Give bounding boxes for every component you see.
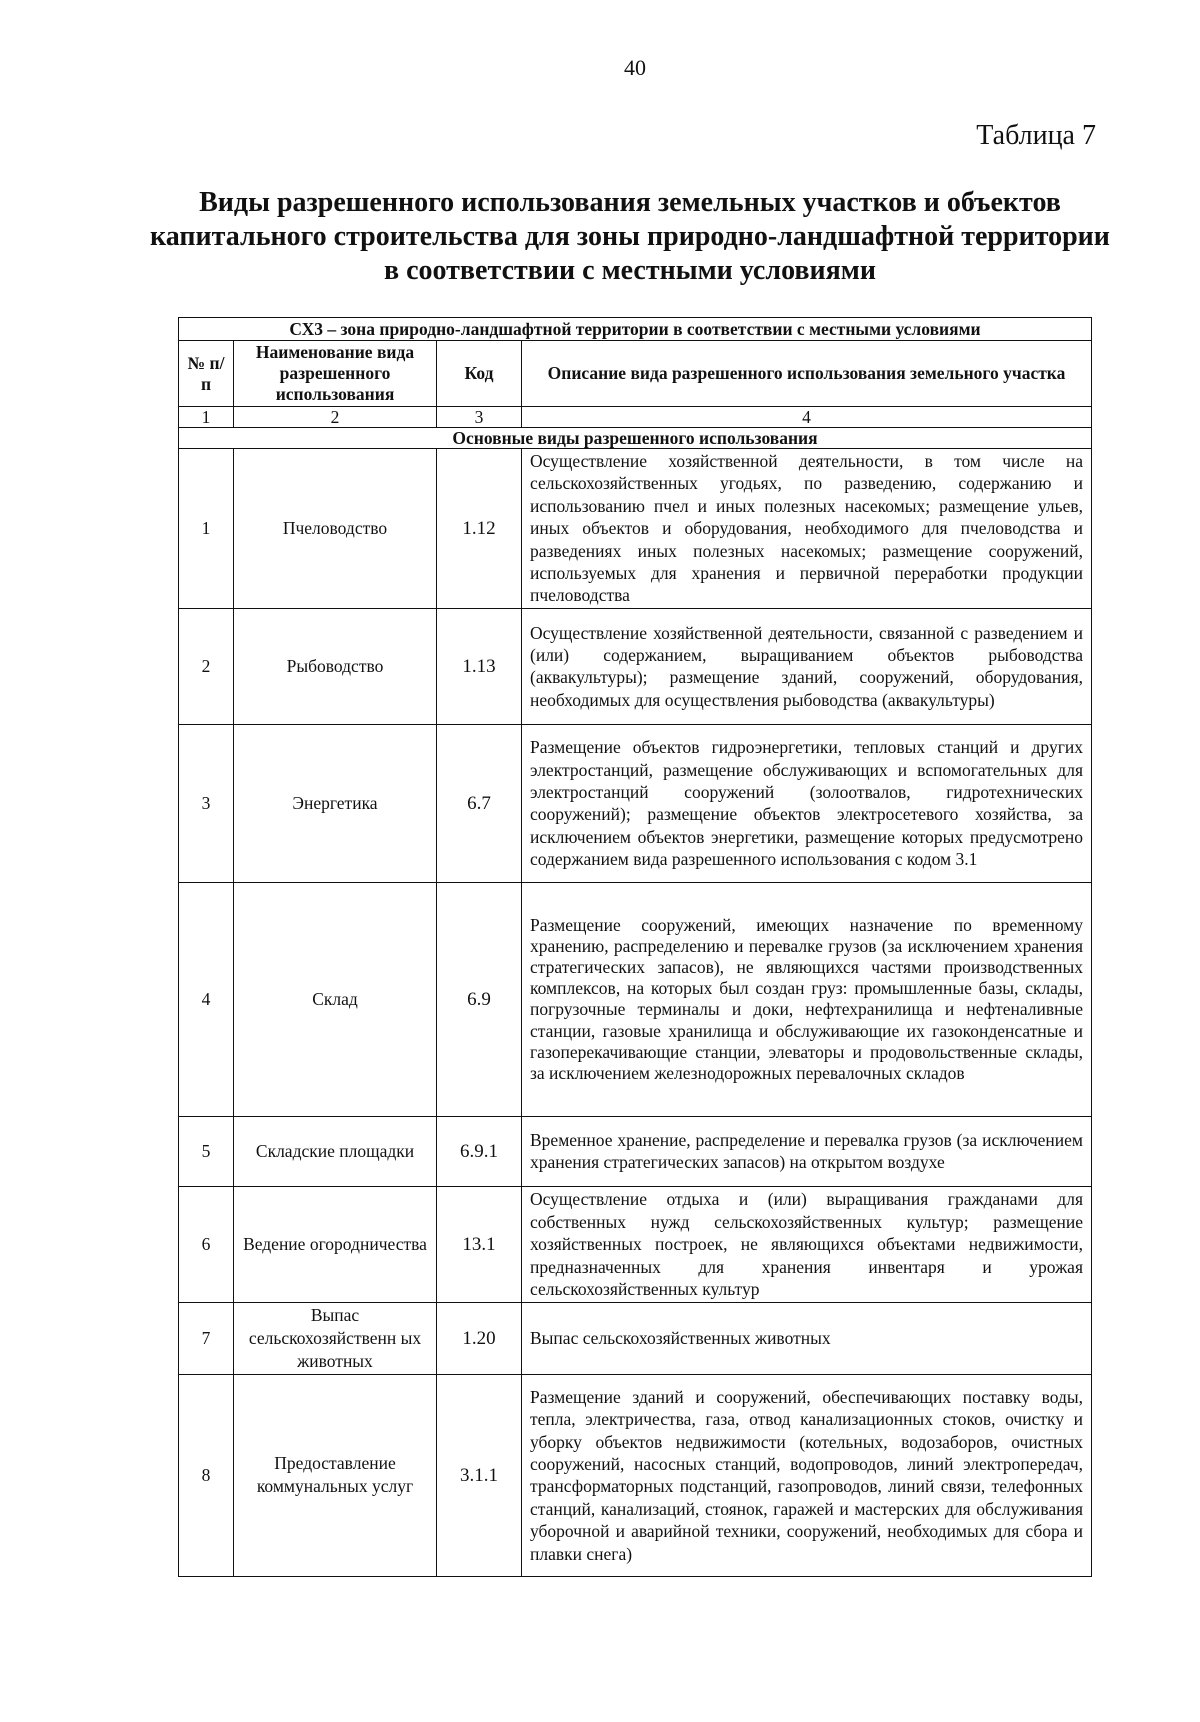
- table-row: [179, 724, 1092, 882]
- use-description: Выпас сельскохозяйственных животных: [522, 1302, 1092, 1374]
- permitted-use-table: [178, 317, 1092, 1577]
- use-name: Складские площадки: [234, 1116, 437, 1186]
- row-number: 8: [179, 1374, 234, 1576]
- section-title: Основные виды разрешенного использования: [179, 428, 1092, 449]
- table-row: [179, 1302, 1092, 1374]
- use-name: Склад: [234, 882, 437, 1116]
- use-code: 6.7: [437, 724, 522, 882]
- use-name: Выпас сельскохозяйственн ых животных: [234, 1302, 437, 1374]
- row-number: 4: [179, 882, 234, 1116]
- row-number: 2: [179, 608, 234, 724]
- use-description: Размещение зданий и сооружений, обеспечивающих поставку воды, тепла, электричества, газа, отвод канализационных стоков, очистку и уборку объектов недвижимости (котельных, водозаборов, очистных сооружений, насосных станций, водопроводов, линий электропередач, трансформаторных подстанций, газопроводов, линий связи, телефонных станций, канализаций, стоянок, гаражей и мастерских для обслуживания уборочной и аварийной техники, сооружений, необходимых для сбора и плавки снега): [522, 1374, 1092, 1576]
- use-code: 1.12: [437, 449, 522, 609]
- use-description: Временное хранение, распределение и перевалка грузов (за исключением хранения стратегических запасов) на открытом воздухе: [522, 1116, 1092, 1186]
- table-row: [179, 1116, 1092, 1186]
- use-description: Размещение объектов гидроэнергетики, тепловых станций и других электростанций, размещение обслуживающих и вспомогательных для электростанций сооружений (золоотвалов, гидротехнических сооружений); размещение объектов электросетевого хозяйства, за исключением объектов энергетики, размещение которых предусмотрено содержанием вида разрешенного использования с кодом 3.1: [522, 724, 1092, 882]
- header-num: № п/п: [179, 341, 234, 407]
- use-code: 6.9.1: [437, 1116, 522, 1186]
- use-name: Предоставление коммунальных услуг: [234, 1374, 437, 1576]
- header-code: Код: [437, 341, 522, 407]
- table-row: [179, 882, 1092, 1116]
- column-number: 4: [522, 407, 1092, 428]
- document-title: Виды разрешенного использования земельных участков и объектов капитального строительства для зоны природно-ландшафтной территории в соответствии с местными условиями: [150, 187, 1110, 286]
- table-row: [179, 1374, 1092, 1576]
- use-description: Осуществление отдыха и (или) выращивания гражданами для собственных нужд сельскохозяйственных культур; размещение хозяйственных построек, не являющихся объектами недвижимости, предназначенных для хранения инвентаря и урожая сельскохозяйственных культур: [522, 1186, 1092, 1302]
- column-number: 3: [437, 407, 522, 428]
- row-number: 5: [179, 1116, 234, 1186]
- row-number: 1: [179, 449, 234, 609]
- use-description: Осуществление хозяйственной деятельности, в том числе на сельскохозяйственных угодьях, по разведению, содержанию и использованию пчел и иных полезных насекомых; размещение ульев, иных объектов и оборудования, необходимого для пчеловодства и разведениях иных полезных насекомых; размещение сооружений, используемых для хранения и первичной переработки продукции пчеловодства: [522, 449, 1092, 609]
- use-name: Пчеловодство: [234, 449, 437, 609]
- use-description: Осуществление хозяйственной деятельности, связанной с разведением и (или) содержанием, выращиванием объектов рыбоводства (аквакультуры); размещение зданий, сооружений, оборудования, необходимых для осуществления рыбоводства (аквакультуры): [522, 608, 1092, 724]
- zone-caption: СХ3 – зона природно-ландшафтной территории в соответствии с местными условиями: [179, 318, 1092, 341]
- use-name: Ведение огородничества: [234, 1186, 437, 1302]
- use-code: 3.1.1: [437, 1374, 522, 1576]
- use-code: 13.1: [437, 1186, 522, 1302]
- column-number: 2: [234, 407, 437, 428]
- header-description: Описание вида разрешенного использования земельного участка: [522, 341, 1092, 407]
- table-row: [179, 608, 1092, 724]
- use-name: Энергетика: [234, 724, 437, 882]
- use-code: 1.20: [437, 1302, 522, 1374]
- column-number: 1: [179, 407, 234, 428]
- use-name: Рыбоводство: [234, 608, 437, 724]
- row-number: 3: [179, 724, 234, 882]
- page-number: 40: [624, 55, 646, 80]
- use-code: 6.9: [437, 882, 522, 1116]
- use-code: 1.13: [437, 608, 522, 724]
- header-name: Наименование вида разрешенного использования: [234, 341, 437, 407]
- table-row: [179, 449, 1092, 609]
- row-number: 7: [179, 1302, 234, 1374]
- use-description: Размещение сооружений, имеющих назначение по временному хранению, распределению и перевалке грузов (за исключением хранения стратегических запасов), не являющихся частями производственных комплексов, на которых был создан груз: промышленные базы, склады, погрузочные терминалы и доки, нефтехранилища и нефтеналивные станции, газовые хранилища и обслуживающие их газоконденсатные и газоперекачивающие станции, элеваторы и продовольственные склады, за исключением железнодорожных перевалочных складов: [522, 882, 1092, 1116]
- row-number: 6: [179, 1186, 234, 1302]
- table-label: Таблица 7: [976, 120, 1096, 151]
- table-row: [179, 1186, 1092, 1302]
